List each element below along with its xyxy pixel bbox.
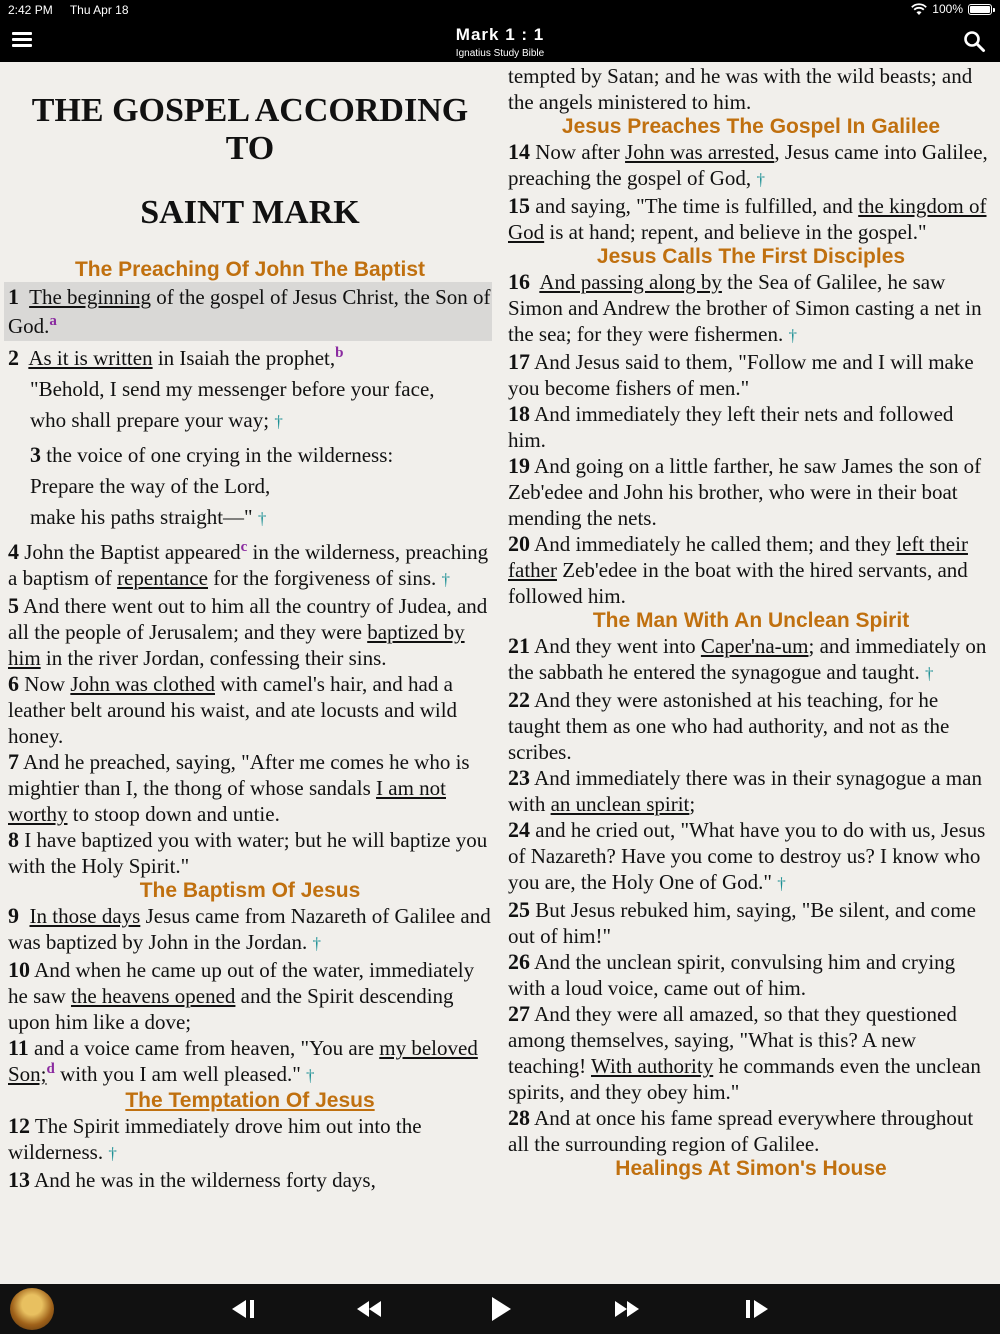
verse-25[interactable]: 25 But Jesus rebuked him, saying, "Be silent, and come out of him!" <box>508 897 977 948</box>
study-link[interactable]: the kingdom of God <box>508 194 987 244</box>
battery-icon <box>968 4 992 15</box>
verse-24[interactable]: 24 and he cried out, "What have you to do with us, Jesus of Nazareth? Have you come to destroy us? I know who you are, the Holy One of God." † <box>508 817 986 894</box>
verse-28[interactable]: 28 And at once his fame spread everywhere throughout all the surrounding region of Galilee. <box>508 1105 974 1156</box>
previous-chapter-icon[interactable] <box>230 1297 256 1321</box>
verse-8[interactable]: 8 I have baptized you with water; but he will baptize you with the Holy Spirit." <box>8 827 488 878</box>
study-link[interactable]: the heavens opened <box>70 984 236 1008</box>
wifi-icon <box>911 3 927 16</box>
cross-reference-icon[interactable]: † <box>441 570 450 589</box>
cross-reference-icon[interactable]: † <box>306 1066 315 1085</box>
study-link[interactable]: an unclean spirit <box>550 792 690 816</box>
section-heading: The Temptation Of Jesus <box>125 1089 375 1112</box>
verse-12[interactable]: 12 The Spirit immediately drove him out into the wilderness. † <box>8 1113 422 1164</box>
study-link[interactable]: John was arrested <box>625 140 775 164</box>
study-link[interactable]: my beloved Son; <box>8 1036 478 1086</box>
verse-17[interactable]: 17 And Jesus said to them, "Follow me and I will make you become fishers of men." <box>508 349 974 400</box>
verse-3[interactable]: 3 the voice of one crying in the wilderness: <box>30 442 394 467</box>
poem-line: Prepare the way of the Lord, <box>30 474 271 498</box>
cross-reference-icon[interactable]: † <box>788 326 797 345</box>
poem-line: "Behold, I send my messenger before your face, <box>30 377 435 401</box>
next-chapter-icon[interactable] <box>744 1297 770 1321</box>
cross-reference-icon[interactable]: † <box>108 1144 117 1163</box>
chapter-title[interactable]: Mark 1 : 1 <box>455 25 545 44</box>
section-heading: Jesus Calls The First Disciples <box>596 245 906 268</box>
footnote-b[interactable]: b <box>335 345 344 361</box>
study-link[interactable]: I am not worthy <box>8 776 446 826</box>
nav-bar <box>0 20 1000 62</box>
cross-reference-icon[interactable]: † <box>777 874 786 893</box>
status-date: Thu Apr 18 <box>69 3 129 17</box>
cross-reference-icon[interactable]: † <box>274 412 283 431</box>
verse-22[interactable]: 22 And they were astonished at his teaching, for he taught them as one who had authority, and not as the scribes. <box>508 687 950 764</box>
reader-content[interactable] <box>0 62 1000 1284</box>
jesus-portrait-icon[interactable] <box>10 1288 54 1330</box>
study-link[interactable]: In those days <box>29 904 141 928</box>
verse-10[interactable]: 10 And when he came up out of the water, immediately he saw the heavens opened and the Spirit descending upon him like a dove; <box>8 957 475 1034</box>
audio-toolbar <box>0 1284 1000 1334</box>
text-column-left <box>8 62 492 1193</box>
book-title-line1: THE GOSPEL ACCORDING TO <box>31 92 469 167</box>
study-link[interactable]: As it is written <box>28 346 153 370</box>
cross-reference-icon[interactable]: † <box>756 170 765 189</box>
verse-15[interactable]: 15 and saying, "The time is fulfilled, and the kingdom of God is at hand; repent, and believe in the gospel." <box>508 193 987 244</box>
battery-percent: 100% <box>932 2 963 16</box>
verse-19[interactable]: 19 And going on a little farther, he saw James the son of Zeb'edee and John his brother, who were in their boat mending the nets. <box>508 453 982 530</box>
study-link[interactable]: left their father <box>508 532 968 582</box>
verse-4[interactable]: 4 John the Baptist appeared$^c$ in the wilderness, preaching a baptism of repentance for the forgiveness of sins. † <box>8 539 489 590</box>
verse-21[interactable]: 21 And they went into Caper'na-um; and immediately on the sabbath he entered the synagogue and taught. † <box>508 633 987 684</box>
verse-26[interactable]: 26 And the unclean spirit, convulsing him and crying with a loud voice, came out of him. <box>508 949 956 1000</box>
verse-20[interactable]: 20 And immediately he called them; and they left their father Zeb'edee in the boat with the hired servants, and followed him. <box>508 531 968 608</box>
section-heading: Healings At Simon's House <box>615 1157 887 1180</box>
play-icon[interactable] <box>489 1295 513 1323</box>
study-link[interactable]: Caper'na-um <box>700 634 809 658</box>
footnote-a[interactable]: a <box>49 313 57 329</box>
poem-line: who shall prepare your way; † <box>30 408 283 432</box>
cross-reference-icon[interactable]: † <box>924 664 934 683</box>
search-icon[interactable] <box>962 29 986 53</box>
verse-13-continued[interactable]: tempted by Satan; and he was with the wild beasts; and the angels ministered to him. <box>508 64 973 114</box>
verse-14[interactable]: 14 Now after John was arrested, Jesus came into Galilee, preaching the gospel of God, † <box>508 139 988 190</box>
verse-13[interactable]: 13 And he was in the wilderness forty days, <box>8 1167 376 1192</box>
section-heading: Jesus Preaches The Gospel In Galilee <box>561 115 941 138</box>
verse-27[interactable]: 27 And they were all amazed, so that they questioned among themselves, saying, "What is this? A new teaching! With authority he commands even the unclean spirits, and they obey him." <box>508 1001 981 1104</box>
book-title-line2: SAINT MARK <box>140 194 360 231</box>
section-heading: The Baptism Of Jesus <box>139 879 361 902</box>
cross-reference-icon[interactable]: † <box>257 509 267 528</box>
verse-11[interactable]: 11 and a voice came from heaven, "You are my beloved Son;$^d$ with you I am well pleased." † <box>8 1035 478 1086</box>
section-heading: The Man With An Unclean Spirit <box>592 609 910 632</box>
verse-2[interactable]: 2 As it is written in Isaiah the prophet,$^b$ <box>8 345 344 370</box>
study-link[interactable]: With authority <box>591 1054 714 1078</box>
bible-version: Ignatius Study Bible <box>455 48 545 59</box>
footnote-c[interactable]: c <box>240 539 248 555</box>
status-bar <box>0 0 1000 20</box>
study-link[interactable]: repentance <box>117 566 208 590</box>
study-link[interactable]: The beginning <box>29 285 152 309</box>
poem-line: make his paths straight—" † <box>30 505 267 529</box>
study-link[interactable]: John was clothed <box>70 672 215 696</box>
verse-23[interactable]: 23 And immediately there was in their synagogue a man with an unclean spirit; <box>508 765 982 816</box>
text-column-right <box>508 62 994 1181</box>
verse-9[interactable]: 9 In those days Jesus came from Nazareth of Galilee and was baptized by John in the Jordan. † <box>8 903 491 954</box>
section-heading: The Preaching Of John The Baptist <box>74 258 426 281</box>
verse-18[interactable]: 18 And immediately they left their nets and followed him. <box>508 401 954 452</box>
status-time: 2:42 PM <box>8 3 53 17</box>
verse-7[interactable]: 7 And he preached, saying, "After me comes he who is mightier than I, the thong of whose sandals I am not worthy to stoop down and untie. <box>8 749 470 826</box>
verse-5[interactable]: 5 And there went out to him all the country of Judea, and all the people of Jerusalem; and they were baptized by him in the river Jordan, confessing their sins. <box>8 593 488 670</box>
verse-16[interactable]: 16 And passing along by the Sea of Galilee, he saw Simon and Andrew the brother of Simon casting a net in the sea; for they were fishermen. † <box>508 269 982 346</box>
verse-number: 1 <box>8 284 19 309</box>
study-link[interactable]: baptized by him <box>8 620 465 670</box>
verse-1[interactable]: 1 The beginning of the gospel of Jesus Christ, the Son of God.$^a$ <box>4 282 492 341</box>
footnote-d[interactable]: d <box>46 1061 55 1077</box>
study-link[interactable]: And passing along by <box>539 270 722 294</box>
verse-6[interactable]: 6 Now John was clothed with camel's hair, and had a leather belt around his waist, and ate locusts and wild honey. <box>8 671 458 748</box>
cross-reference-icon[interactable]: † <box>312 934 321 953</box>
rewind-icon[interactable] <box>356 1297 384 1321</box>
fast-forward-icon[interactable] <box>612 1297 640 1321</box>
